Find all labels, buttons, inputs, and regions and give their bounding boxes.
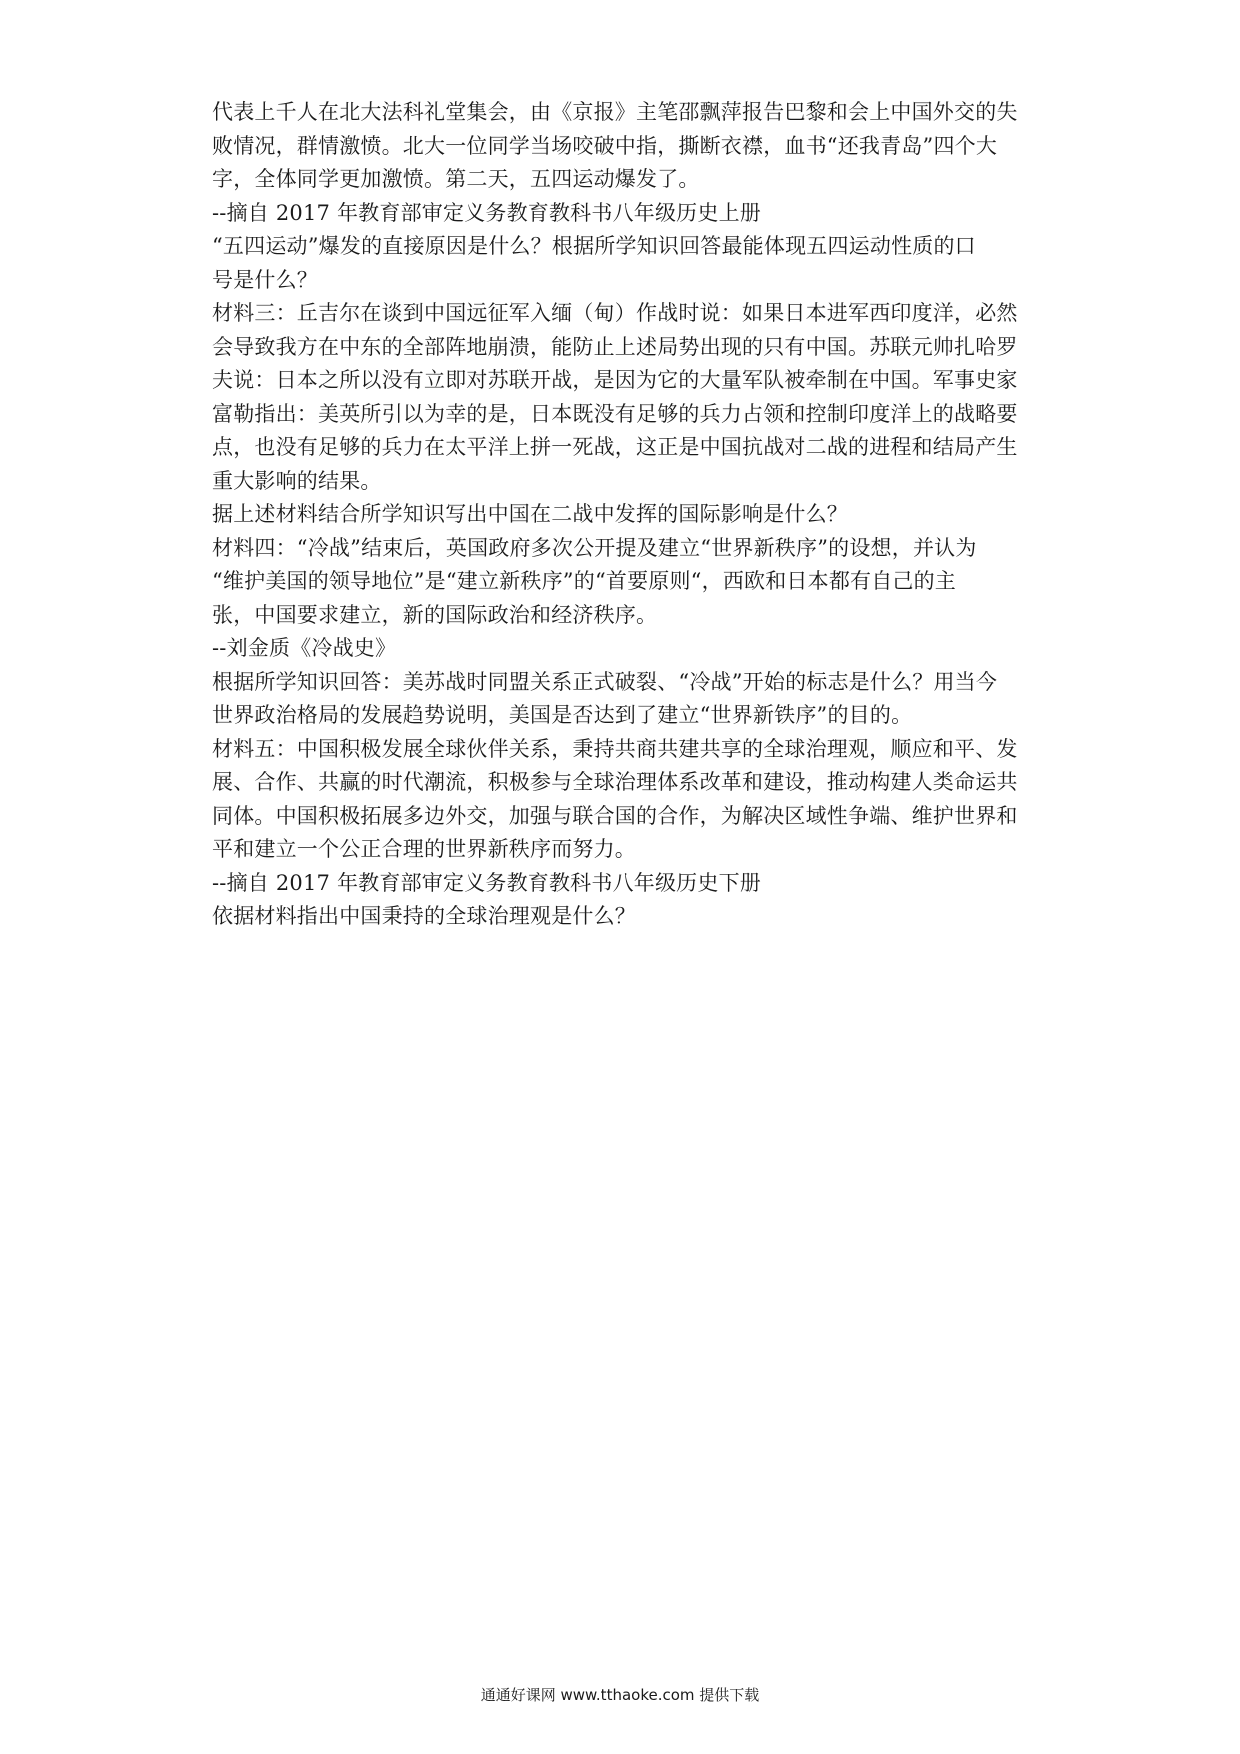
material-three-line: 会导致我方在中东的全部阵地崩溃，能防止上述局势出现的只有中国。苏联元帅扎哈罗	[212, 334, 1018, 359]
question-line: “五四运动”爆发的直接原因是什么？根据所学知识回答最能体现五四运动性质的口	[212, 234, 976, 258]
material-five-line: 展、合作、共赢的时代潮流，积极参与全球治理体系改革和建设，推动构建人类命运共	[212, 770, 1018, 794]
page-footer: 通通好课网 www.tthaoke.com 提供下载	[480, 1686, 760, 1704]
material-three-line: 富勒指出：美英所引以为幸的是，日本既没有足够的兵力占领和控制印度洋上的战略要	[212, 401, 1018, 426]
material-five-line: 平和建立一个公正合理的世界新秩序而努力。	[212, 837, 636, 861]
question-line: 根据所学知识回答：美苏战时同盟关系正式破裂、“冷战”开始的标志是什么？用当今	[212, 669, 998, 694]
material-four-line: 张，中国要求建立，新的国际政治和经济秩序。	[212, 602, 658, 627]
source-citation: --摘自 2017 年教育部审定义务教育教科书八年级历史上册	[212, 200, 761, 225]
material-five-line: 同体。中国积极拓展多边外交，加强与联合国的合作，为解决区域性争端、维护世界和	[212, 803, 1018, 828]
document-body	[212, 96, 1042, 934]
material-four-line: “维护美国的领导地位”是“建立新秩序”的“首要原则“，西欧和日本都有自己的主	[212, 569, 957, 593]
material-three-line: 材料三：丘吉尔在谈到中国远征军入缅（甸）作战时说：如果日本进军西印度洋，必然	[212, 301, 1018, 325]
question-line: 世界政治格局的发展趋势说明，美国是否达到了建立“世界新铁序”的目的。	[212, 703, 913, 727]
text-line: 代表上千人在北大法科礼堂集会，由《京报》主笔邵飘萍报告巴黎和会上中国外交的失	[212, 100, 1018, 124]
source-citation: --摘自 2017 年教育部审定义务教育教科书八年级历史下册	[212, 870, 761, 895]
material-three-line: 重大影响的结果。	[212, 468, 382, 493]
text-line: 字，全体同学更加激愤。第二天，五四运动爆发了。	[212, 167, 700, 191]
source-citation: --刘金质《冷战史》	[212, 636, 397, 660]
question-line: 依据材料指出中国秉持的全球治理观是什么？	[212, 904, 636, 928]
material-five-line: 材料五：中国积极发展全球伙伴关系，秉持共商共建共享的全球治理观，顺应和平、发	[212, 736, 1018, 761]
material-three-line: 夫说：日本之所以没有立即对苏联开战，是因为它的大量军队被牵制在中国。军事史家	[212, 368, 1018, 392]
text-line: 败情况，群情激愤。北大一位同学当场咬破中指，撕断衣襟，血书“还我青岛”四个大	[212, 133, 998, 158]
question-line: 据上述材料结合所学知识写出中国在二战中发挥的国际影响是什么？	[212, 502, 848, 526]
question-line: 号是什么？	[212, 267, 318, 292]
material-three-line: 点，也没有足够的兵力在太平洋上拼一死战，这正是中国抗战对二战的进程和结局产生	[212, 435, 1018, 459]
material-four-line: 材料四：“冷战”结束后，英国政府多次公开提及建立“世界新秩序”的设想，并认为	[212, 535, 977, 560]
